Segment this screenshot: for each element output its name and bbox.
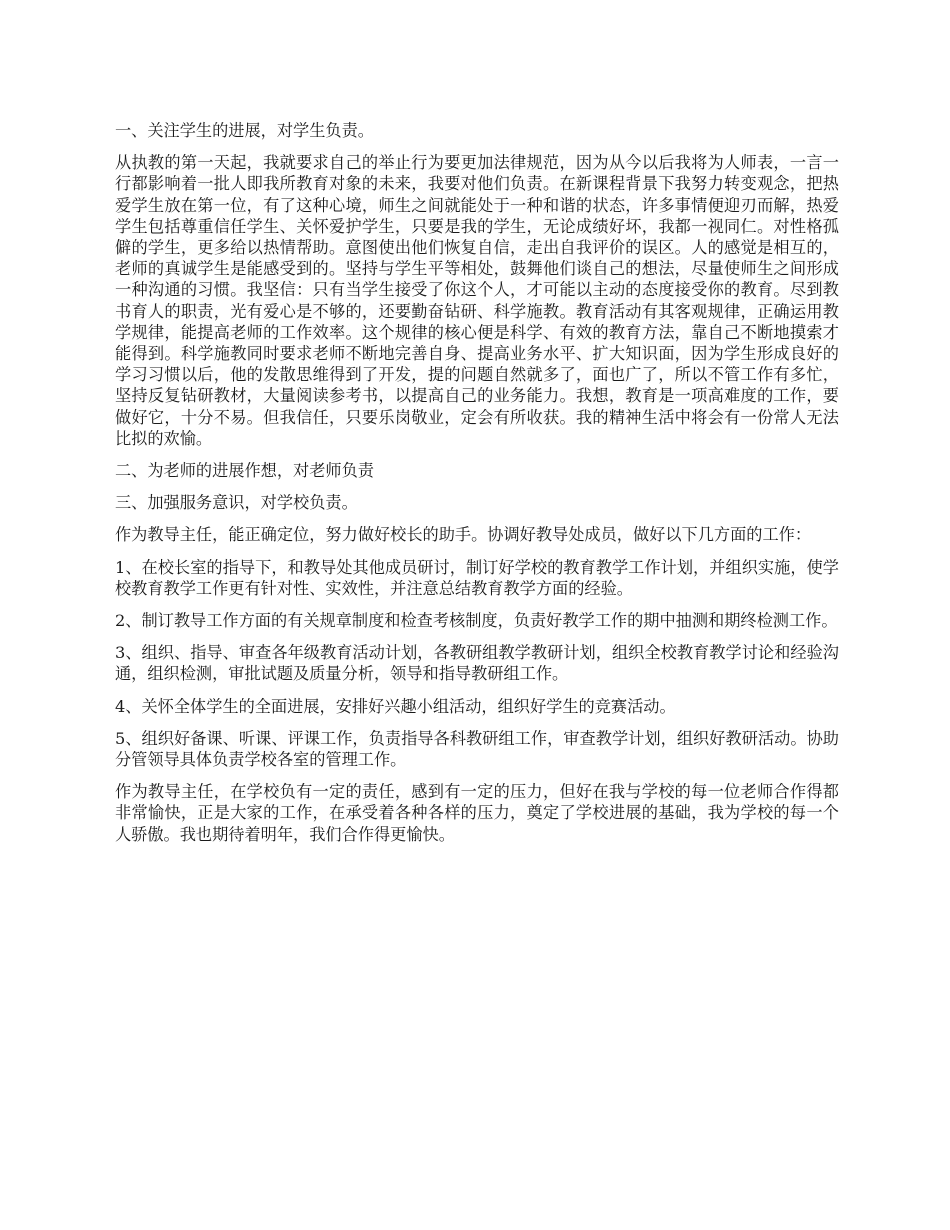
list-item: 1、在校长室的指导下，和教导处其他成员研讨，制订好学校的教育教学工作计划，并组织实施，使学校教育教学工作更有针对性、实效性，并注意总结教育教学方面的经验。: [115, 557, 839, 598]
list-item: 3、组织、指导、审查各年级教育活动计划，各教研组教学教研计划，组织全校教育教学讨论和经验沟通，组织检测，审批试题及质量分析，领导和指导教研组工作。: [115, 643, 839, 684]
list-item: 5、组织好备课、听课、评课工作，负责指导各科教研组工作，审查教学计划，组织好教研活动。协助分管领导具体负责学校各室的管理工作。: [115, 728, 839, 770]
body-paragraph: 从执教的第一天起，我就要求自己的举止行为要更加法律规范，因为从今以后我将为人师表，一言一行都影响着一批人即我所教育对象的未来，我要对他们负责。在新课程背景下我努力转变观念，把热爱学生放在第一位，有了这种心境，师生之间就能处于一种和谐的状态，许多事情便迎刃而解，热爱学生包括尊重信任学生、关怀爱护学生，只要是我的学生，无论成绩好坏，我都一视同仁。对性格孤僻的学生，更多给以热情帮助。意图使出他们恢复自信，走出自我评价的误区。人的感觉是相互的，老师的真诚学生是能感受到的。坚持与学生平等相处，鼓舞他们谈自己的想法，尽量使师生之间形成一种沟通的习惯。我坚信：只有当学生接受了你这个人，才可能以主动的态度接受你的教育。尽到教书育人的职责，光有爱心是不够的，还要勤奋钻研、科学施教。教育活动有其客观规律，正确运用教学规律，能提高老师的工作效率。这个规律的核心便是科学、有效的教育方法，靠自己不断地摸索才能得到。科学施教同时要求老师不断地完善自身、提高业务水平、扩大知识面，因为学生形成良好的学习习惯以后，他的发散思维得到了开发，提的问题自然就多了，面也广了，所以不管工作有多忙，坚持反复钻研教材，大量阅读参考书，以提高自己的业务能力。我想，教育是一项高难度的工作，要做好它，十分不易。但我信任，只要乐岗敬业，定会有所收获。我的精神生活中将会有一份常人无法比拟的欢愉。: [115, 153, 839, 448]
document-body: [115, 120, 839, 856]
section-heading-3: 三、加强服务意识，对学校负责。: [115, 493, 358, 513]
section-heading-2: 二、为老师的进展作想，对老师负责: [115, 461, 374, 481]
closing-paragraph: 作为教导主任，在学校负有一定的责任，感到有一定的压力，但好在我与学校的每一位老师合作得都非常愉快，正是大家的工作，在承受着各种各样的压力，奠定了学校进展的基础，我为学校的每一个人骄傲。我也期待着明年，我们合作得更愉快。: [115, 782, 839, 844]
list-item: 4、关怀全体学生的全面进展，安排好兴趣小组活动，组织好学生的竞赛活动。: [115, 696, 676, 716]
list-item: 2、制订教导工作方面的有关规章制度和检查考核制度，负责好教学工作的期中抽测和期终检测工作。: [115, 611, 838, 631]
section-heading-1: 一、关注学生的进展，对学生负责。: [115, 121, 374, 140]
body-paragraph: 作为教导主任，能正确定位，努力做好校长的助手。协调好教导处成员，做好以下几方面的工作：: [115, 525, 812, 545]
